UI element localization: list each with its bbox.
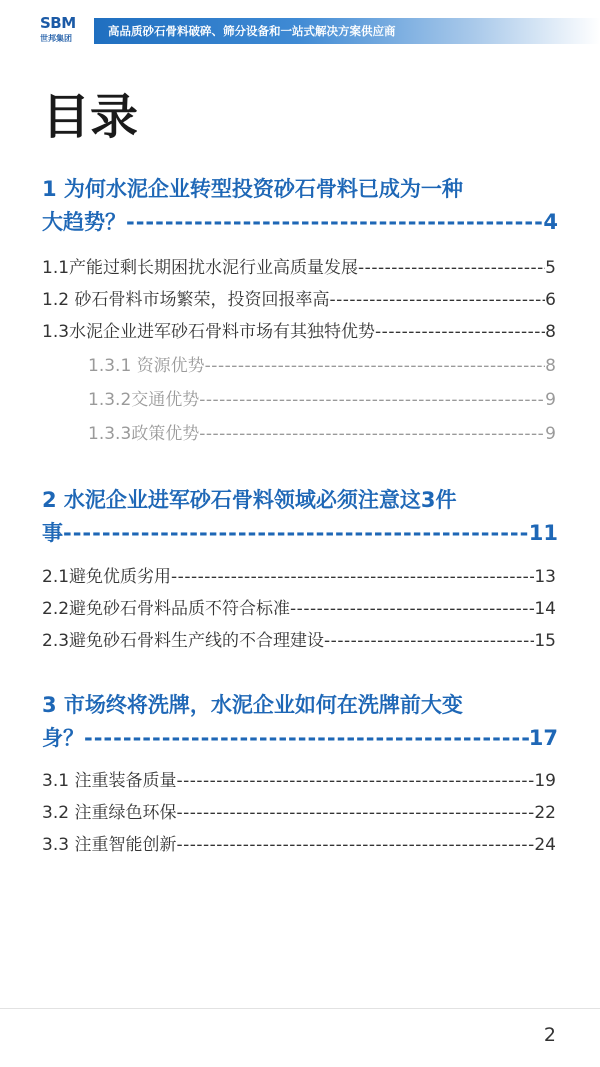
footer-divider bbox=[0, 1008, 600, 1009]
dot-leader bbox=[84, 723, 529, 753]
toc-page-number: 15 bbox=[534, 631, 556, 651]
page-number: 2 bbox=[543, 1024, 556, 1046]
page-header bbox=[0, 0, 600, 52]
toc-page-number: 19 bbox=[534, 771, 556, 791]
toc-entry-1-3-1[interactable] bbox=[88, 354, 556, 378]
toc-section-3-title-cont: 身？ bbox=[42, 726, 84, 750]
toc-page-number: 9 bbox=[545, 390, 556, 410]
toc-section-1-title[interactable]: 1 为何水泥企业转型投资砂石骨料已成为一种 bbox=[42, 177, 463, 201]
toc-entry-label: 3.1 注重装备质量 bbox=[42, 771, 177, 791]
toc-entry-2-2[interactable] bbox=[42, 597, 556, 621]
toc-section-3-title[interactable]: 3 市场终将洗牌，水泥企业如何在洗牌前大变 bbox=[42, 693, 463, 717]
dot-leader bbox=[171, 565, 534, 589]
banner-slogan: 高品质砂石骨料破碎、筛分设备和一站式解决方案供应商 bbox=[108, 24, 396, 38]
dot-leader bbox=[176, 801, 534, 825]
header-banner bbox=[94, 18, 600, 44]
toc-page-number: 5 bbox=[545, 258, 556, 278]
toc-entry-label: 1.3.1 资源优势 bbox=[88, 356, 205, 376]
toc-entry-label: 1.3.2交通优势 bbox=[88, 390, 200, 410]
toc-page-number: 24 bbox=[534, 835, 556, 855]
toc-entry-label: 2.2避免砂石骨料品质不符合标准 bbox=[42, 599, 291, 619]
toc-page-number: 13 bbox=[534, 567, 556, 587]
toc-entry-label: 2.3避免砂石骨料生产线的不合理建设 bbox=[42, 631, 325, 651]
dot-leader bbox=[126, 207, 543, 237]
toc-entry-2-1[interactable] bbox=[42, 565, 556, 589]
dot-leader bbox=[63, 518, 529, 548]
toc-entry-label: 1.2 砂石骨料市场繁荣，投资回报率高 bbox=[42, 290, 330, 310]
toc-page-number: 11 bbox=[528, 521, 558, 545]
dot-leader bbox=[199, 422, 545, 446]
toc-section-2-title[interactable]: 2 水泥企业进军砂石骨料领域必须注意这3件 bbox=[42, 488, 457, 512]
toc-entry-1-1[interactable] bbox=[42, 256, 556, 280]
dot-leader bbox=[199, 388, 545, 412]
logo-subtitle: 世邦集团 bbox=[40, 34, 72, 43]
toc-entry-1-3-3[interactable] bbox=[88, 422, 556, 446]
page-title: 目录 bbox=[42, 89, 139, 145]
toc-entry-3-3[interactable] bbox=[42, 833, 556, 857]
toc-page-number: 4 bbox=[543, 210, 558, 234]
toc-entry-label: 1.3水泥企业进军砂石骨料市场有其独特优势 bbox=[42, 322, 376, 342]
toc-page-number: 8 bbox=[545, 356, 556, 376]
toc-entry-label: 3.2 注重绿色环保 bbox=[42, 803, 177, 823]
toc-entry-label: 2.1避免优质劣用 bbox=[42, 567, 172, 587]
dot-leader bbox=[290, 597, 534, 621]
dot-leader bbox=[324, 629, 534, 653]
toc-page-number: 17 bbox=[528, 726, 558, 750]
dot-leader bbox=[329, 288, 545, 312]
toc-entry-label: 1.1产能过剩长期困扰水泥行业高质量发展 bbox=[42, 258, 359, 278]
toc-section-1-title-cont: 大趋势？ bbox=[42, 210, 126, 234]
toc-entry-1-3-2[interactable] bbox=[88, 388, 556, 412]
toc-entry-label: 1.3.3政策优势 bbox=[88, 424, 200, 444]
toc-section-2-title-cont: 事 bbox=[42, 521, 63, 545]
toc-page-number: 8 bbox=[545, 322, 556, 342]
toc-section-2-entry[interactable] bbox=[42, 518, 558, 548]
toc-entry-1-2[interactable] bbox=[42, 288, 556, 312]
toc-section-3-entry[interactable] bbox=[42, 723, 558, 753]
toc-entry-label: 3.3 注重智能创新 bbox=[42, 835, 177, 855]
toc-entry-3-1[interactable] bbox=[42, 769, 556, 793]
dot-leader bbox=[375, 320, 545, 344]
toc-page-number: 6 bbox=[545, 290, 556, 310]
toc-section-1-entry[interactable] bbox=[42, 207, 558, 237]
dot-leader bbox=[176, 769, 534, 793]
sbm-logo bbox=[40, 14, 90, 44]
dot-leader bbox=[205, 354, 546, 378]
logo-mark: SBM bbox=[40, 14, 76, 32]
toc-page-number: 9 bbox=[545, 424, 556, 444]
toc-entry-3-2[interactable] bbox=[42, 801, 556, 825]
toc-entry-1-3[interactable] bbox=[42, 320, 556, 344]
toc-entry-2-3[interactable] bbox=[42, 629, 556, 653]
dot-leader bbox=[358, 256, 545, 280]
toc-page-number: 22 bbox=[534, 803, 556, 823]
dot-leader bbox=[176, 833, 534, 857]
toc-page-number: 14 bbox=[534, 599, 556, 619]
